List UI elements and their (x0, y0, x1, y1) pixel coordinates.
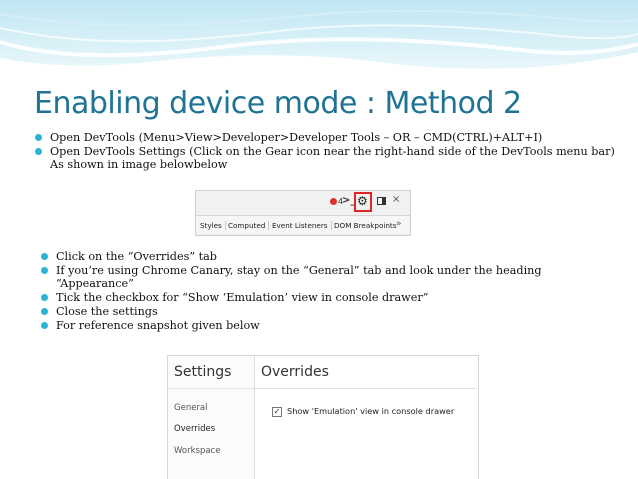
bullet-icon (35, 134, 42, 141)
dock-icon[interactable] (377, 197, 386, 205)
gear-icon[interactable]: ⚙ (357, 194, 368, 208)
tab-dom-breakpoints[interactable]: DOM Breakpoints (334, 221, 397, 230)
bullet-icon (35, 148, 42, 155)
list-item (40, 291, 600, 304)
divider (168, 388, 254, 389)
list-item (40, 319, 600, 332)
more-tabs-icon[interactable]: » (396, 219, 402, 229)
header-wave-decoration (0, 0, 638, 78)
instruction-list-top (34, 131, 624, 172)
settings-panel-screenshot (167, 355, 479, 479)
list-item-text: For reference snapshot given below (56, 319, 260, 332)
bullet-icon (41, 253, 48, 260)
list-item (34, 145, 624, 171)
list-item-text: Tick the checkbox for “Show ‘Emulation’ view in console drawer” (56, 291, 429, 304)
emulation-checkbox-label[interactable]: Show 'Emulation' view in console drawer (287, 406, 455, 416)
bullet-icon (41, 322, 48, 329)
list-item-text: Close the settings (56, 305, 158, 318)
divider (255, 388, 477, 389)
list-item (34, 131, 624, 144)
list-item (40, 250, 600, 263)
list-item (40, 264, 600, 290)
list-item-text: Click on the “Overrides” tab (56, 250, 217, 263)
error-icon (330, 198, 337, 205)
list-item-text: Open DevTools Settings (Click on the Gear icon near the right-hand side of the DevTools menu bar) As shown in image belowbelow (50, 145, 615, 171)
emulation-checkbox[interactable]: ✓ (273, 407, 281, 416)
tab-event-listeners[interactable]: Event Listeners (272, 221, 332, 230)
sidebar-item-general[interactable]: General (174, 403, 208, 413)
list-item-text: Open DevTools (Menu>View>Developer>Developer Tools – OR – CMD(CTRL)+ALT+I) (50, 131, 543, 144)
gear-highlight-box (354, 192, 372, 212)
devtools-tabs (196, 215, 410, 234)
bullet-icon (41, 294, 48, 301)
bullet-icon (41, 267, 48, 274)
settings-title: Settings (174, 364, 232, 380)
devtools-toolbar-screenshot (195, 190, 411, 236)
slide-title: Enabling device mode : Method 2 (34, 86, 522, 121)
overrides-heading: Overrides (261, 364, 329, 380)
sidebar-item-workspace[interactable]: Workspace (174, 446, 221, 456)
console-prompt-icon[interactable]: >_ (342, 195, 356, 206)
close-icon[interactable]: × (392, 194, 401, 205)
bullet-icon (41, 308, 48, 315)
instruction-list-bottom (40, 250, 600, 333)
devtools-top-bar (196, 191, 410, 215)
tab-styles[interactable]: Styles (200, 221, 226, 230)
list-item-text: If you’re using Chrome Canary, stay on the “General” tab and look under the heading “Appearance” (56, 264, 542, 290)
settings-sidebar (168, 356, 255, 479)
list-item (40, 305, 600, 318)
sidebar-item-overrides[interactable]: Overrides (174, 424, 216, 434)
tab-computed[interactable]: Computed (228, 221, 269, 230)
error-count: 4 (338, 197, 344, 206)
